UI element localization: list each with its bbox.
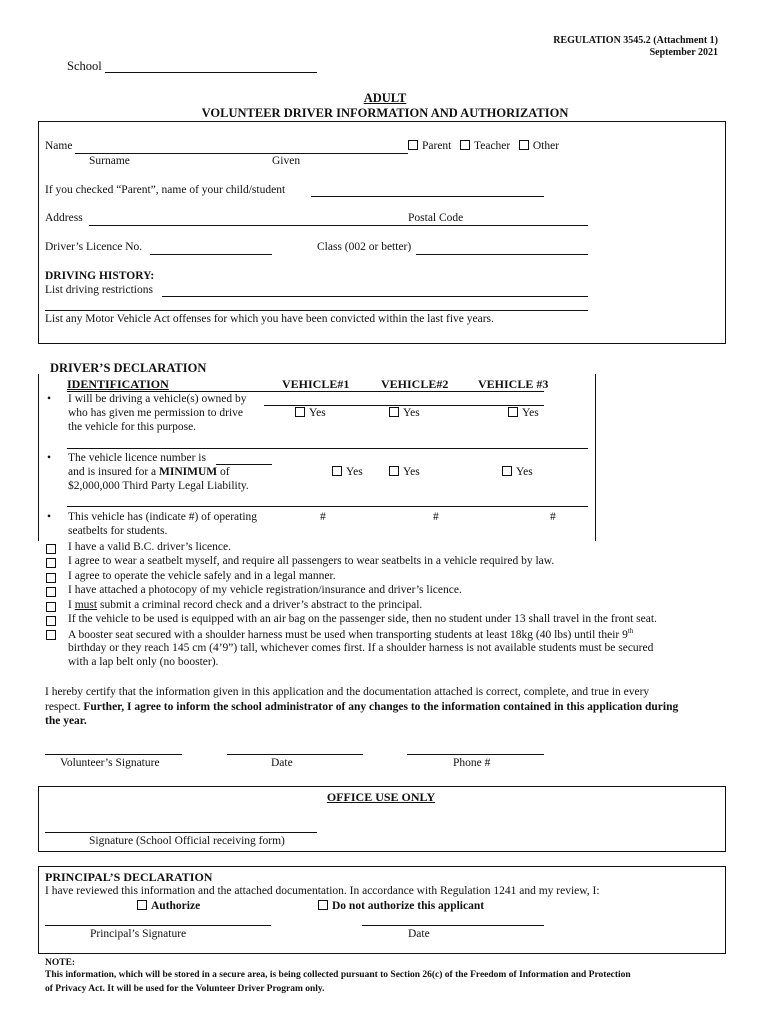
name-label: Name bbox=[45, 140, 73, 152]
check-safe-label: I agree to operate the vehicle safely and in a legal manner. bbox=[68, 570, 336, 582]
check-booster-checkbox[interactable] bbox=[46, 630, 56, 640]
other-checkbox-box[interactable] bbox=[519, 140, 529, 150]
insurance-label: and is insured for a MINIMUM of bbox=[68, 466, 230, 478]
insurance-label-2: $2,000,000 Third Party Legal Liability. bbox=[68, 480, 249, 492]
v1-insurance-checkbox[interactable] bbox=[332, 466, 342, 476]
postal-code-label: Postal Code bbox=[408, 212, 464, 224]
check-airbag-label: If the vehicle to be used is equipped with an air bag on the passenger side, then no student under 13 shall travel in the front seat. bbox=[68, 613, 657, 625]
parent-checkbox[interactable]: Parent bbox=[408, 140, 451, 152]
check-booster-label: A booster seat secured with a shoulder harness must be used when transporting students at least 18kg (40 lbs) until their 9th bbox=[68, 627, 634, 641]
v3-seatbelts-field[interactable]: # bbox=[550, 511, 556, 523]
role-options bbox=[408, 140, 559, 152]
principal-signature-label: Principal’s Signature bbox=[90, 928, 187, 940]
not-authorize-checkbox[interactable] bbox=[318, 900, 328, 910]
office-signature-field[interactable] bbox=[45, 832, 317, 833]
certify-text-2: respect. Further, I agree to inform the school administrator of any changes to the information contained in this application during bbox=[45, 701, 679, 713]
title-adult: ADULT bbox=[363, 91, 407, 105]
volunteer-signature-label: Volunteer’s Signature bbox=[60, 757, 160, 769]
regulation-date: September 2021 bbox=[649, 47, 718, 58]
v3-permission-checkbox[interactable] bbox=[508, 407, 518, 417]
owner-field[interactable] bbox=[264, 405, 544, 406]
owner-label-2: who has given me permission to drive bbox=[68, 407, 244, 419]
seatbelts-label-2: seatbelts for students. bbox=[68, 525, 168, 537]
certify-text: I hereby certify that the information given in this application and the documentation attached is correct, complete, and true in every bbox=[45, 686, 650, 698]
child-label: If you checked “Parent”, name of your child/student bbox=[45, 184, 286, 196]
v2-permission-yes[interactable]: Yes bbox=[389, 407, 420, 419]
v2-insurance-checkbox[interactable] bbox=[389, 466, 399, 476]
volunteer-phone-field[interactable] bbox=[407, 754, 544, 755]
certify-text-3: the year. bbox=[45, 715, 87, 727]
note-text: This information, which will be stored in a secure area, is being collected pursuant to Section 26(c) of the Freedom of Information and Protection bbox=[45, 970, 631, 980]
driving-history-heading: DRIVING HISTORY: bbox=[45, 270, 155, 282]
check-criminal-checkbox[interactable] bbox=[46, 602, 56, 612]
volunteer-date-label: Date bbox=[271, 757, 293, 769]
col-vehicle-3: VEHICLE #3 bbox=[478, 377, 549, 391]
restrictions-field[interactable] bbox=[162, 296, 588, 297]
seatbelts-label: This vehicle has (indicate #) of operating bbox=[68, 511, 258, 523]
volunteer-date-field[interactable] bbox=[227, 754, 363, 755]
offenses-label: List any Motor Vehicle Act offenses for which you have been convicted within the last five years. bbox=[45, 313, 494, 325]
note-heading: NOTE: bbox=[45, 958, 76, 968]
other-checkbox[interactable]: Other bbox=[519, 140, 559, 152]
teacher-checkbox[interactable]: Teacher bbox=[460, 140, 510, 152]
principal-text: I have reviewed this information and the attached documentation. In accordance with Regulation 1241 and my review, I: bbox=[45, 885, 600, 897]
check-licence-checkbox[interactable] bbox=[46, 544, 56, 554]
bullet-1: • bbox=[47, 393, 52, 405]
check-booster-label-3: with a lap belt only (no booster). bbox=[68, 656, 219, 668]
col-identification: IDENTIFICATION bbox=[67, 377, 169, 391]
name-field[interactable] bbox=[75, 153, 408, 154]
child-field[interactable] bbox=[311, 196, 544, 197]
v2-seatbelts-field[interactable]: # bbox=[433, 511, 439, 523]
v3-insurance-yes[interactable]: Yes bbox=[502, 466, 533, 478]
class-label: Class (002 or better) bbox=[317, 241, 412, 253]
bullet-2: • bbox=[47, 452, 52, 464]
principal-heading: PRINCIPAL’S DECLARATION bbox=[45, 870, 213, 884]
v1-permission-yes[interactable]: Yes bbox=[295, 407, 326, 419]
volunteer-phone-label: Phone # bbox=[453, 757, 491, 769]
school-label: School bbox=[67, 59, 102, 73]
parent-checkbox-box[interactable] bbox=[408, 140, 418, 150]
principal-date-field[interactable] bbox=[362, 925, 544, 926]
page-title: VOLUNTEER DRIVER INFORMATION AND AUTHORIZATION bbox=[201, 106, 569, 120]
address-field[interactable] bbox=[89, 225, 588, 226]
check-seatbelt-label: I agree to wear a seatbelt myself, and require all passengers to wear seatbelts in a vehicle required by law. bbox=[68, 555, 555, 567]
v3-permission-yes[interactable]: Yes bbox=[508, 407, 539, 419]
licence-plate-field[interactable] bbox=[216, 464, 272, 465]
check-seatbelt-checkbox[interactable] bbox=[46, 558, 56, 568]
v3-insurance-checkbox[interactable] bbox=[502, 466, 512, 476]
bullet-3: • bbox=[47, 511, 52, 523]
owner-label-3: the vehicle for this purpose. bbox=[68, 421, 197, 433]
row-divider-2 bbox=[67, 506, 588, 507]
not-authorize-option[interactable]: Do not authorize this applicant bbox=[318, 900, 484, 912]
owner-label: I will be driving a vehicle(s) owned by bbox=[68, 393, 247, 405]
check-airbag-checkbox[interactable] bbox=[46, 616, 56, 626]
authorize-option[interactable]: Authorize bbox=[137, 900, 200, 912]
check-booster-label-2: birthday or they reach 145 cm (4’9”) tall, whichever comes first. If a shoulder harness is not available students must be secured bbox=[68, 642, 654, 654]
check-photocopy-checkbox[interactable] bbox=[46, 587, 56, 597]
surname-label: Surname bbox=[89, 155, 130, 167]
check-safe-checkbox[interactable] bbox=[46, 573, 56, 583]
v1-seatbelts-field[interactable]: # bbox=[320, 511, 326, 523]
v2-insurance-yes[interactable]: Yes bbox=[389, 466, 420, 478]
col-vehicle-2: VEHICLE#2 bbox=[381, 377, 449, 391]
restrictions-label: List driving restrictions bbox=[45, 284, 153, 296]
check-photocopy-label: I have attached a photocopy of my vehicle registration/insurance and driver’s licence. bbox=[68, 584, 462, 596]
given-label: Given bbox=[272, 155, 301, 167]
licence-label: Driver’s Licence No. bbox=[45, 241, 143, 253]
office-signature-label: Signature (School Official receiving form) bbox=[89, 835, 285, 847]
regulation-number: REGULATION 3545.2 (Attachment 1) bbox=[553, 35, 718, 46]
v1-permission-checkbox[interactable] bbox=[295, 407, 305, 417]
class-field[interactable] bbox=[416, 254, 588, 255]
check-criminal-label: I must submit a criminal record check and a driver’s abstract to the principal. bbox=[68, 599, 423, 611]
authorize-checkbox[interactable] bbox=[137, 900, 147, 910]
licence-field[interactable] bbox=[150, 254, 272, 255]
note-text-2: of Privacy Act. It will be used for the Volunteer Driver Program only. bbox=[45, 984, 325, 994]
check-licence-label: I have a valid B.C. driver’s licence. bbox=[68, 541, 231, 553]
volunteer-signature-field[interactable] bbox=[45, 754, 182, 755]
restrictions-field-2[interactable] bbox=[45, 310, 588, 311]
teacher-checkbox-box[interactable] bbox=[460, 140, 470, 150]
col-vehicle-1: VEHICLE#1 bbox=[282, 377, 350, 391]
office-use-heading: OFFICE USE ONLY bbox=[326, 790, 436, 804]
principal-date-label: Date bbox=[408, 928, 430, 940]
principal-signature-field[interactable] bbox=[45, 925, 271, 926]
licence-plate-label: The vehicle licence number is bbox=[68, 452, 206, 464]
address-label: Address bbox=[45, 212, 83, 224]
school-field[interactable] bbox=[105, 72, 317, 73]
v2-permission-checkbox[interactable] bbox=[389, 407, 399, 417]
drivers-declaration-heading: DRIVER’S DECLARATION bbox=[50, 361, 207, 375]
row-divider-1 bbox=[67, 448, 588, 449]
v1-insurance-yes[interactable]: Yes bbox=[332, 466, 363, 478]
